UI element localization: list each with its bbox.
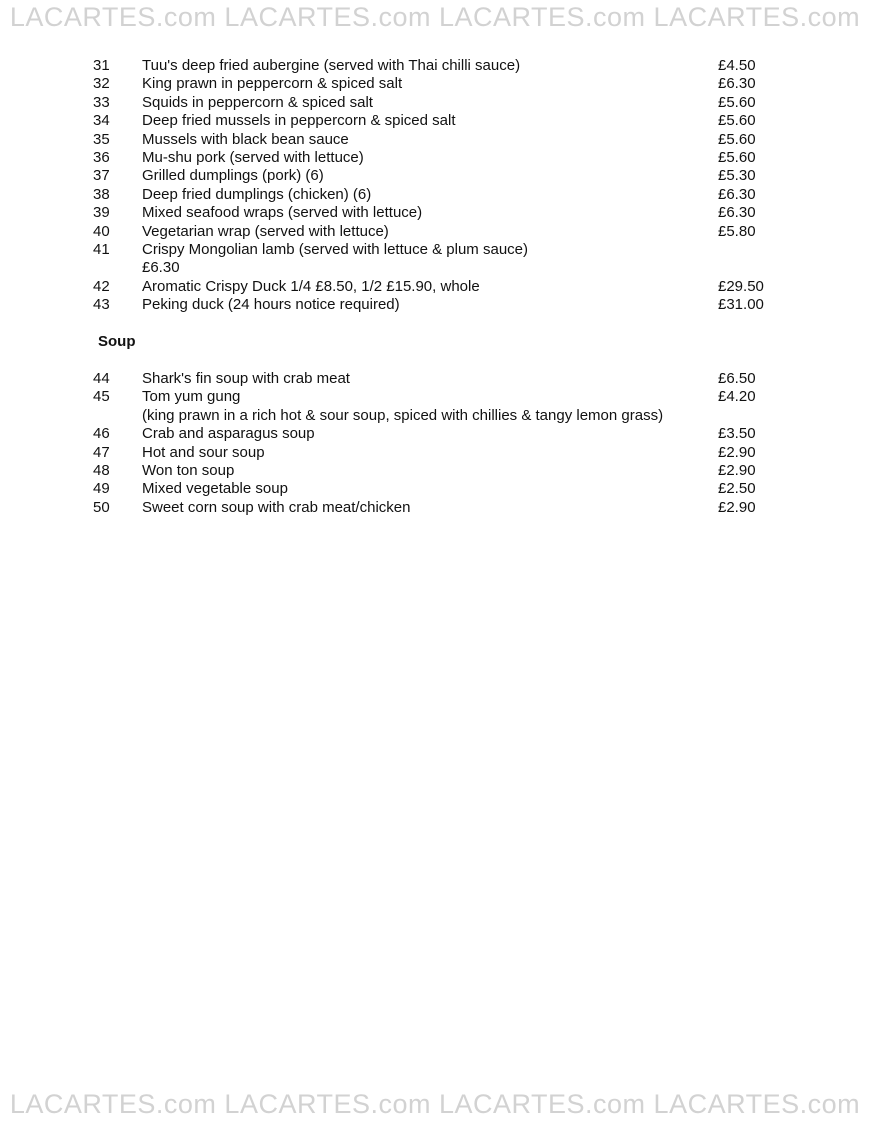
menu-item [0, 223, 870, 241]
item-price: £2.90 [718, 461, 756, 479]
menu-item [0, 186, 870, 204]
item-price: £2.50 [718, 480, 756, 498]
item-name: Squids in peppercorn & spiced salt [142, 93, 373, 111]
item-price: £6.30 [718, 75, 756, 93]
menu-item [0, 444, 870, 462]
item-price: £2.90 [718, 498, 756, 516]
menu-item [0, 241, 870, 278]
menu-item [0, 480, 870, 498]
menu-item [0, 94, 870, 112]
item-name: Tuu's deep fried aubergine (served with Thai chilli sauce) [142, 57, 521, 74]
item-number: 31 [93, 57, 110, 74]
menu-item [0, 167, 870, 185]
item-price: £5.60 [718, 93, 756, 111]
item-name: Peking duck (24 hours notice required) [142, 296, 400, 314]
item-name: Tom yum gung [142, 388, 241, 406]
menu-item [0, 499, 870, 517]
watermark-bottom: LACARTES.com LACARTES.com LACARTES.com LACARTES.com [9, 1089, 861, 1119]
menu-item [0, 370, 870, 388]
item-name: Crispy Mongolian lamb (served with lettuce & plum sauce) [142, 240, 528, 258]
watermark-top: LACARTES.com LACARTES.com LACARTES.com LACARTES.com [9, 2, 861, 32]
item-description: (king prawn in a rich hot & sour soup, spiced with chillies & tangy lemon grass) [142, 406, 664, 424]
item-number: 41 [93, 240, 110, 258]
item-name: King prawn in peppercorn & spiced salt [142, 75, 403, 93]
item-number: 44 [93, 370, 110, 387]
item-name: Deep fried mussels in peppercorn & spiced salt [142, 112, 456, 130]
menu-item [0, 149, 870, 167]
item-number: 35 [93, 130, 110, 148]
item-name: Mussels with black bean sauce [142, 130, 349, 148]
starters-list [0, 57, 870, 314]
item-number: 46 [93, 425, 110, 443]
item-name: Vegetarian wrap (served with lettuce) [142, 222, 389, 240]
menu-item [0, 388, 870, 425]
menu-item [0, 462, 870, 480]
item-price: £6.50 [718, 370, 756, 387]
item-number: 47 [93, 443, 110, 461]
item-number: 39 [93, 204, 110, 222]
item-price: £29.50 [718, 277, 764, 295]
item-price: £4.20 [718, 388, 756, 406]
item-price: £5.80 [718, 222, 756, 240]
item-number: 37 [93, 167, 110, 185]
item-name: Won ton soup [142, 461, 235, 479]
menu-item [0, 425, 870, 443]
item-price: £31.00 [718, 296, 764, 314]
item-number: 50 [93, 498, 110, 516]
item-number: 40 [93, 222, 110, 240]
item-name: Deep fried dumplings (chicken) (6) [142, 185, 372, 203]
item-name: Sweet corn soup with crab meat/chicken [142, 498, 411, 516]
item-name: Hot and sour soup [142, 443, 265, 461]
item-name: Grilled dumplings (pork) (6) [142, 167, 324, 185]
item-price: £2.90 [718, 443, 756, 461]
item-price: £6.30 [718, 185, 756, 203]
item-number: 42 [93, 277, 110, 295]
menu-item [0, 204, 870, 222]
item-number: 43 [93, 296, 110, 314]
item-price: £4.50 [718, 57, 756, 74]
item-name: Mixed vegetable soup [142, 480, 288, 498]
item-number: 38 [93, 185, 110, 203]
menu-item [0, 75, 870, 93]
menu-item [0, 112, 870, 130]
item-number: 32 [93, 75, 110, 93]
section-heading-soup: Soup [98, 333, 136, 350]
item-name: Aromatic Crispy Duck 1/4 £8.50, 1/2 £15.90, whole [142, 277, 480, 295]
item-name: Mixed seafood wraps (served with lettuce) [142, 204, 423, 222]
item-number: 36 [93, 148, 110, 166]
menu-item [0, 278, 870, 296]
item-price: £5.30 [718, 167, 756, 185]
item-number: 34 [93, 112, 110, 130]
item-price: £6.30 [718, 204, 756, 222]
item-price-wrapped: £6.30 [142, 259, 180, 277]
item-price: £5.60 [718, 112, 756, 130]
menu-item [0, 131, 870, 149]
item-name: Crab and asparagus soup [142, 425, 315, 443]
item-price: £5.60 [718, 148, 756, 166]
item-price: £5.60 [718, 130, 756, 148]
item-price: £3.50 [718, 425, 756, 443]
soup-list [0, 370, 870, 517]
item-number: 48 [93, 461, 110, 479]
item-number: 49 [93, 480, 110, 498]
menu-item [0, 57, 870, 75]
item-name: Mu-shu pork (served with lettuce) [142, 148, 364, 166]
item-number: 33 [93, 93, 110, 111]
item-name: Shark's fin soup with crab meat [142, 370, 350, 387]
item-number: 45 [93, 388, 110, 406]
menu-item [0, 296, 870, 314]
